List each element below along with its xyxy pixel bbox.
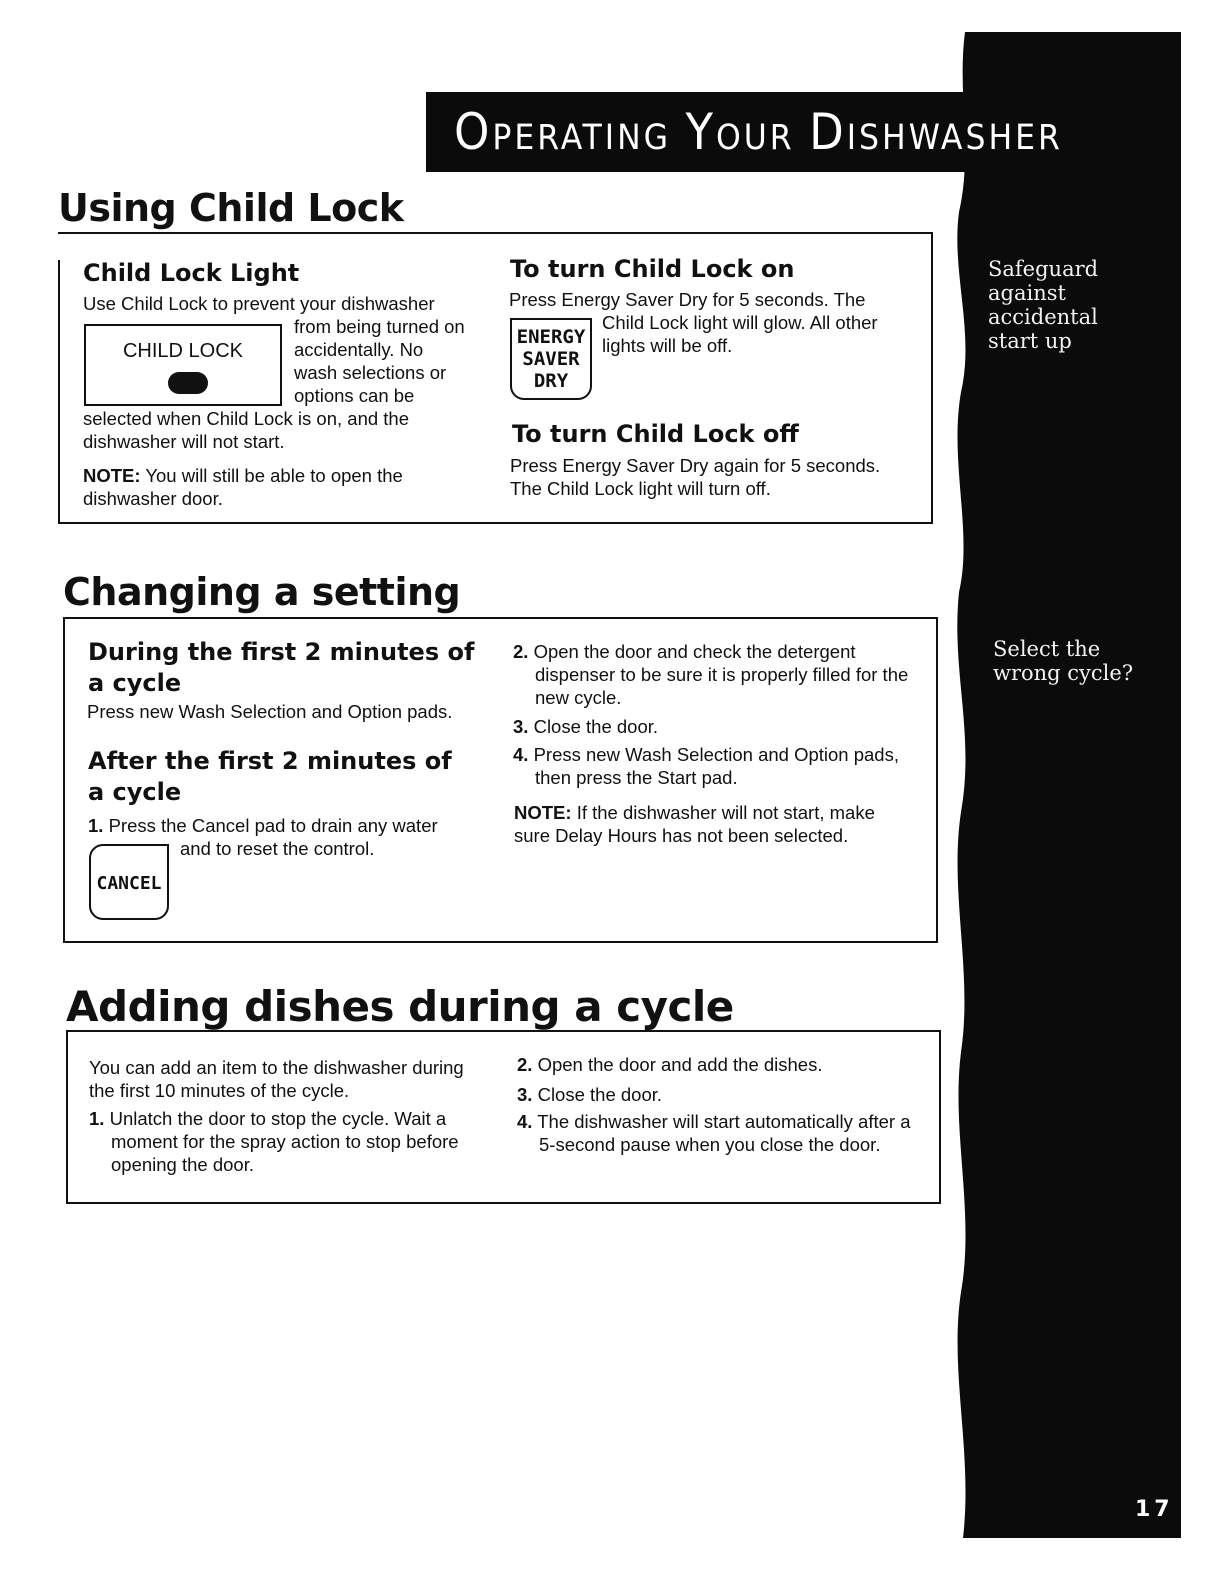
after-2-min-step-1 xyxy=(88,814,438,837)
child-lock-panel xyxy=(84,324,282,406)
sidebar-note-line: wrong cycle? xyxy=(993,661,1134,685)
turn-off-text xyxy=(510,454,880,500)
step-number: 3. xyxy=(513,716,529,737)
child-lock-note xyxy=(83,464,403,510)
step-text: Open the door and add the dishes. xyxy=(537,1054,823,1075)
step-text: The dishwasher will start automatically after a 5-second pause when you close the door. xyxy=(537,1111,911,1155)
badge-line: DRY xyxy=(533,370,569,392)
step-text: Close the door. xyxy=(537,1084,663,1105)
cancel-button-icon: CANCEL xyxy=(89,844,169,920)
first-2-min-text: Press new Wash Selection and Option pads. xyxy=(87,701,453,722)
step-text: Close the door. xyxy=(533,716,659,737)
turn-on-text: Press Energy Saver Dry for 5 seconds. The xyxy=(509,289,866,310)
text-line: lights will be off. xyxy=(602,335,733,356)
text-line: The Child Lock light will turn off. xyxy=(510,478,771,499)
sidebar-note-safeguard xyxy=(988,257,1098,353)
energy-saver-dry-button-icon xyxy=(510,318,592,400)
turn-off-heading: To turn Child Lock off xyxy=(512,420,799,448)
adding-step xyxy=(517,1110,929,1156)
badge-line: SAVER xyxy=(522,348,580,370)
child-lock-box-left-rule xyxy=(58,260,60,524)
badge-line: ENERGY xyxy=(516,326,586,348)
note-label: NOTE: xyxy=(83,465,141,486)
text-line: selected when Child Lock is on, and the xyxy=(83,408,410,429)
step-text: Press the Cancel pad to drain any water xyxy=(108,815,438,836)
banner-cap: O xyxy=(454,103,493,161)
text-line: accidentally. No xyxy=(294,339,424,360)
sidebar-note-wrong-cycle xyxy=(993,637,1133,685)
heading-line: a cycle xyxy=(88,778,182,806)
step-number: 2. xyxy=(517,1054,533,1075)
changing-step xyxy=(513,715,930,738)
step-number: 2. xyxy=(513,641,529,662)
step-number: 1. xyxy=(88,815,104,836)
section-title-adding: Adding dishes during a cycle xyxy=(66,982,734,1031)
banner-cap: Y xyxy=(685,103,716,161)
step-text: Press new Wash Selection and Option pads, then press the Start pad. xyxy=(533,744,899,788)
step-number: 4. xyxy=(517,1111,533,1132)
after-2-min-heading xyxy=(88,746,478,808)
text-line: from being turned on xyxy=(294,316,465,337)
step-number: 1. xyxy=(89,1108,105,1129)
text-line: options can be xyxy=(294,385,415,406)
step-number: 4. xyxy=(513,744,529,765)
heading-line: After the first 2 minutes of xyxy=(88,747,452,775)
sidebar-note-line: Safeguard xyxy=(988,257,1099,281)
section-title-changing: Changing a setting xyxy=(63,570,461,614)
banner-word: PERATING xyxy=(492,118,672,158)
child-lock-light-heading: Child Lock Light xyxy=(83,259,300,287)
adding-step xyxy=(517,1053,929,1076)
after-2-min-step-1-cont: and to reset the control. xyxy=(180,838,375,859)
sidebar-note-line: start up xyxy=(988,329,1072,353)
sidebar-note-line: Select the xyxy=(993,637,1101,661)
heading-line: a cycle xyxy=(88,669,182,697)
child-lock-light-text: Use Child Lock to prevent your dishwasher xyxy=(83,293,435,314)
note-text: If the dishwasher will not start, make sure Delay Hours has not been selected. xyxy=(514,802,875,846)
banner-word: OUR xyxy=(715,118,795,158)
page-number: 17 xyxy=(1135,1497,1174,1522)
adding-step xyxy=(89,1107,511,1176)
text-line: dishwasher door. xyxy=(83,488,223,509)
text-line: Child Lock light will glow. All other xyxy=(602,312,878,333)
banner-cap: D xyxy=(809,103,847,161)
banner-word: ISHWASHER xyxy=(846,118,1063,158)
child-lock-panel-label: CHILD LOCK xyxy=(122,340,244,362)
sidebar-note-line: against xyxy=(988,281,1066,305)
step-text: Open the door and check the detergent dispenser to be sure it is properly filled for the new cycle. xyxy=(533,641,909,708)
sidebar-note-line: accidental xyxy=(988,305,1098,329)
child-lock-light-wrap xyxy=(294,315,465,407)
child-lock-light-continued xyxy=(83,407,409,453)
first-2-min-heading xyxy=(88,637,478,699)
child-lock-indicator-light xyxy=(168,372,208,394)
turn-on-heading: To turn Child Lock on xyxy=(510,255,795,283)
turn-on-wrap xyxy=(602,311,878,357)
step-text: Unlatch the door to stop the cycle. Wait a moment for the spray action to stop before opening the door. xyxy=(109,1108,459,1175)
changing-step xyxy=(513,743,930,789)
changing-step xyxy=(513,640,930,709)
adding-step xyxy=(517,1083,929,1106)
adding-intro: You can add an item to the dishwasher during the first 10 minutes of the cycle. xyxy=(89,1057,464,1101)
section-title-child-lock: Using Child Lock xyxy=(58,186,404,230)
note-text: You will still be able to open the xyxy=(140,465,403,486)
note-label: NOTE: xyxy=(514,802,572,823)
section-banner xyxy=(426,92,1063,172)
text-line: Press Energy Saver Dry again for 5 seconds. xyxy=(510,455,881,476)
text-line: dishwasher will not start. xyxy=(83,431,285,452)
heading-line: During the first 2 minutes of xyxy=(88,638,475,666)
text-line: wash selections or xyxy=(294,362,447,383)
changing-note xyxy=(514,801,914,847)
step-number: 3. xyxy=(517,1084,533,1105)
